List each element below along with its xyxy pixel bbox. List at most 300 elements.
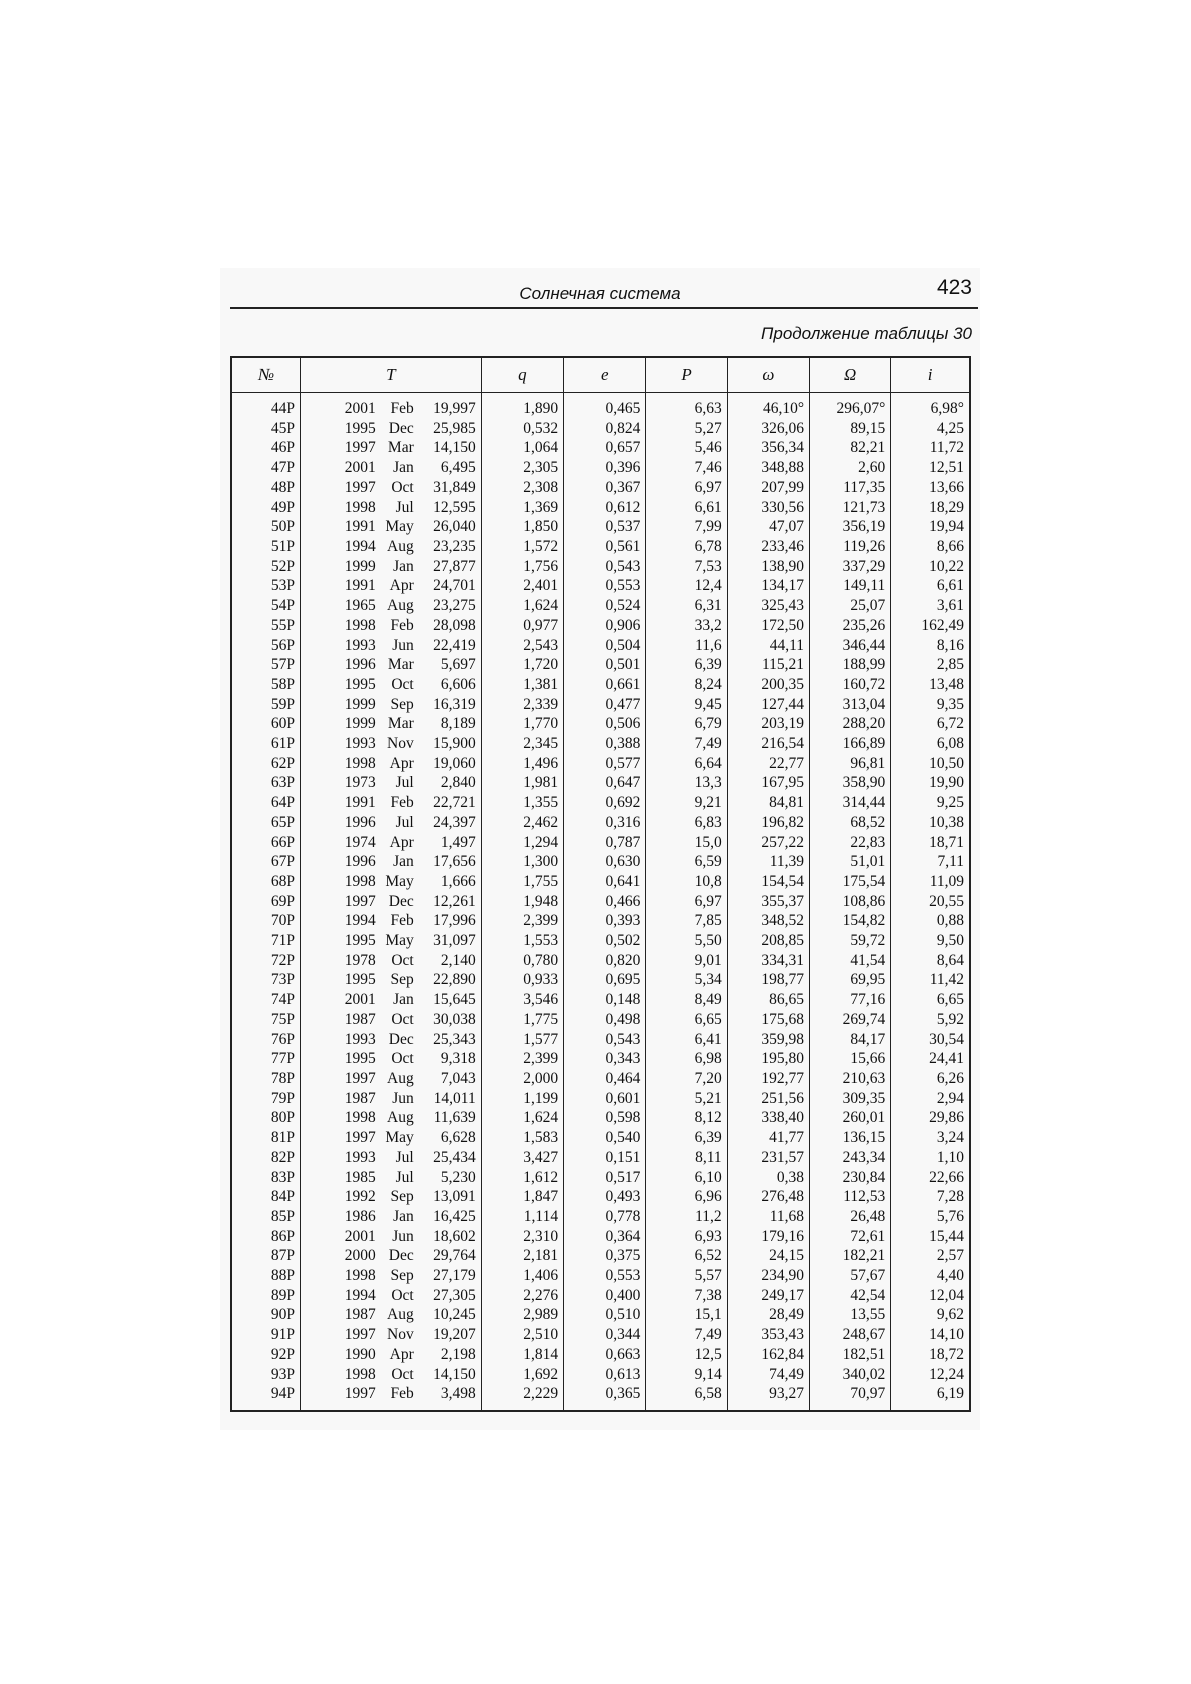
perihelion-day: 31,849 [433,478,476,496]
perihelion-distance: 1,572 [481,537,563,557]
period: 7,38 [646,1286,727,1306]
perihelion-time [301,635,482,655]
comet-number: 72P [231,951,301,971]
ascending-node: 89,15 [810,419,891,439]
perihelion-distance: 1,294 [481,833,563,853]
period: 7,49 [646,1325,727,1345]
ascending-node: 269,74 [810,1010,891,1030]
table-row [231,1364,970,1384]
perihelion-distance: 2,399 [481,911,563,931]
perihelion-time [301,517,482,537]
perihelion-distance: 1,381 [481,675,563,695]
perihelion-year: 1995 [344,932,376,950]
comet-number: 67P [231,852,301,872]
perihelion-month: Oct [391,675,414,693]
comet-number: 87P [231,1246,301,1266]
ascending-node: 230,84 [810,1167,891,1187]
table-row [231,773,970,793]
argument-of-perihelion: 355,37 [727,892,809,912]
comet-number: 79P [231,1089,301,1109]
perihelion-time [301,833,482,853]
perihelion-distance: 1,577 [481,1030,563,1050]
period: 5,50 [646,931,727,951]
inclination: 2,85 [891,655,970,675]
perihelion-month: Feb [390,400,414,418]
perihelion-month: May [385,932,414,950]
perihelion-time [301,1128,482,1148]
perihelion-year: 1998 [344,498,376,516]
inclination: 30,54 [891,1030,970,1050]
period: 8,49 [646,990,727,1010]
perihelion-distance: 2,276 [481,1286,563,1306]
eccentricity: 0,477 [564,695,646,715]
perihelion-year: 1996 [344,813,376,831]
perihelion-day: 19,060 [433,754,476,772]
period: 6,39 [646,655,727,675]
perihelion-distance: 2,462 [481,813,563,833]
eccentricity: 0,388 [564,734,646,754]
table-row [231,793,970,813]
comet-number: 55P [231,616,301,636]
eccentricity: 0,344 [564,1325,646,1345]
comet-number: 47P [231,458,301,478]
period: 5,21 [646,1089,727,1109]
perihelion-distance: 1,406 [481,1266,563,1286]
argument-of-perihelion: 24,15 [727,1246,809,1266]
table-row [231,1227,970,1247]
perihelion-year: 2001 [344,991,376,1009]
perihelion-day: 31,097 [433,932,476,950]
ascending-node: 96,81 [810,754,891,774]
table-row [231,1010,970,1030]
comet-number: 52P [231,557,301,577]
table-body [231,393,970,1412]
eccentricity: 0,601 [564,1089,646,1109]
comet-number: 88P [231,1266,301,1286]
perihelion-year: 1997 [344,1069,376,1087]
perihelion-month: Jan [393,991,414,1009]
argument-of-perihelion: 216,54 [727,734,809,754]
eccentricity: 0,787 [564,833,646,853]
perihelion-time [301,714,482,734]
header-row [231,357,970,393]
perihelion-year: 1997 [344,1385,376,1403]
inclination: 3,61 [891,596,970,616]
ascending-node: 340,02 [810,1364,891,1384]
period: 5,34 [646,970,727,990]
inclination: 10,50 [891,754,970,774]
perihelion-month: Mar [387,656,414,674]
inclination: 15,44 [891,1227,970,1247]
ascending-node: 313,04 [810,695,891,715]
table-caption: Продолжение таблицы 30 [761,324,972,343]
ascending-node: 121,73 [810,498,891,518]
perihelion-month: Jul [395,1148,414,1166]
eccentricity: 0,148 [564,990,646,1010]
eccentricity: 0,517 [564,1167,646,1187]
inclination: 9,35 [891,695,970,715]
eccentricity: 0,553 [564,1266,646,1286]
inclination: 3,24 [891,1128,970,1148]
table-row [231,852,970,872]
perihelion-time [301,852,482,872]
ascending-node: 182,51 [810,1345,891,1365]
eccentricity: 0,510 [564,1305,646,1325]
perihelion-distance: 2,000 [481,1069,563,1089]
eccentricity: 0,316 [564,813,646,833]
perihelion-year: 1997 [344,892,376,910]
perihelion-time [301,1227,482,1247]
perihelion-distance: 1,583 [481,1128,563,1148]
perihelion-time [301,458,482,478]
perihelion-distance: 2,510 [481,1325,563,1345]
perihelion-month: Jun [392,1227,414,1245]
eccentricity: 0,498 [564,1010,646,1030]
ascending-node: 84,17 [810,1030,891,1050]
comet-number: 64P [231,793,301,813]
inclination: 11,42 [891,970,970,990]
perihelion-distance: 1,756 [481,557,563,577]
period: 7,99 [646,517,727,537]
header-rule [230,307,978,309]
perihelion-month: Jul [395,498,414,516]
table-row [231,419,970,439]
comet-number: 61P [231,734,301,754]
inclination: 22,66 [891,1167,970,1187]
comet-number: 45P [231,419,301,439]
table-row [231,990,970,1010]
perihelion-time [301,438,482,458]
perihelion-distance: 3,427 [481,1148,563,1168]
table-row [231,714,970,734]
perihelion-day: 22,419 [433,636,476,654]
perihelion-distance: 1,369 [481,498,563,518]
inclination: 8,16 [891,635,970,655]
table-row [231,1148,970,1168]
perihelion-time [301,1049,482,1069]
table-row [231,931,970,951]
table-row [231,833,970,853]
eccentricity: 0,577 [564,754,646,774]
perihelion-day: 3,498 [440,1385,476,1403]
perihelion-day: 2,140 [440,951,476,969]
table-row [231,393,970,419]
perihelion-day: 24,397 [433,813,476,831]
comet-orbit-table [230,356,971,1412]
perihelion-month: Oct [391,1286,414,1304]
perihelion-distance: 1,199 [481,1089,563,1109]
table-row [231,576,970,596]
eccentricity: 0,692 [564,793,646,813]
perihelion-year: 1997 [344,1129,376,1147]
perihelion-year: 1999 [344,715,376,733]
inclination: 13,66 [891,478,970,498]
period: 8,11 [646,1148,727,1168]
perihelion-time [301,970,482,990]
perihelion-month: Dec [388,1030,414,1048]
perihelion-time [301,951,482,971]
period: 6,61 [646,498,727,518]
inclination: 10,22 [891,557,970,577]
argument-of-perihelion: 325,43 [727,596,809,616]
period: 11,6 [646,635,727,655]
period: 9,21 [646,793,727,813]
table-row [231,1286,970,1306]
table-row [231,498,970,518]
period: 5,27 [646,419,727,439]
perihelion-day: 8,189 [440,715,476,733]
period: 6,39 [646,1128,727,1148]
inclination: 20,55 [891,892,970,912]
ascending-node: 356,19 [810,517,891,537]
perihelion-year: 1992 [344,1188,376,1206]
ascending-node: 57,67 [810,1266,891,1286]
period: 6,10 [646,1167,727,1187]
comet-number: 85P [231,1207,301,1227]
ascending-node: 2,60 [810,458,891,478]
column-header-inclination: i [891,357,970,393]
perihelion-day: 12,261 [433,892,476,910]
table-row [231,1069,970,1089]
running-title: Солнечная система [519,284,681,303]
perihelion-day: 25,985 [433,419,476,437]
perihelion-distance: 1,850 [481,517,563,537]
perihelion-year: 1985 [344,1168,376,1186]
inclination: 1,10 [891,1148,970,1168]
ascending-node: 160,72 [810,675,891,695]
comet-number: 60P [231,714,301,734]
table-row [231,537,970,557]
period: 6,52 [646,1246,727,1266]
table-row [231,1128,970,1148]
perihelion-time [301,557,482,577]
inclination: 6,26 [891,1069,970,1089]
comet-number: 69P [231,892,301,912]
perihelion-day: 2,198 [440,1345,476,1363]
perihelion-distance: 1,355 [481,793,563,813]
perihelion-day: 1,666 [440,872,476,890]
inclination: 13,48 [891,675,970,695]
inclination: 12,04 [891,1286,970,1306]
argument-of-perihelion: 93,27 [727,1384,809,1411]
perihelion-month: Aug [387,1109,414,1127]
period: 6,65 [646,1010,727,1030]
perihelion-month: Mar [387,715,414,733]
comet-number: 59P [231,695,301,715]
perihelion-distance: 1,692 [481,1364,563,1384]
period: 7,46 [646,458,727,478]
perihelion-distance: 1,948 [481,892,563,912]
period: 9,01 [646,951,727,971]
comet-number: 90P [231,1305,301,1325]
perihelion-time [301,695,482,715]
comet-number: 58P [231,675,301,695]
argument-of-perihelion: 154,54 [727,872,809,892]
perihelion-distance: 2,543 [481,635,563,655]
argument-of-perihelion: 198,77 [727,970,809,990]
perihelion-day: 27,179 [433,1267,476,1285]
perihelion-time [301,655,482,675]
book-page [220,268,980,1430]
perihelion-time [301,1030,482,1050]
comet-number: 75P [231,1010,301,1030]
eccentricity: 0,561 [564,537,646,557]
eccentricity: 0,906 [564,616,646,636]
argument-of-perihelion: 326,06 [727,419,809,439]
argument-of-perihelion: 11,39 [727,852,809,872]
period: 6,79 [646,714,727,734]
inclination: 2,57 [891,1246,970,1266]
argument-of-perihelion: 175,68 [727,1010,809,1030]
inclination: 14,10 [891,1325,970,1345]
perihelion-month: Dec [388,419,414,437]
table-row [231,1108,970,1128]
table-row [231,596,970,616]
column-header-perihelion-distance: q [481,357,563,393]
perihelion-month: Feb [390,1385,414,1403]
period: 6,96 [646,1187,727,1207]
perihelion-time [301,1148,482,1168]
inclination: 8,64 [891,951,970,971]
eccentricity: 0,396 [564,458,646,478]
eccentricity: 0,695 [564,970,646,990]
table-row [231,872,970,892]
eccentricity: 0,661 [564,675,646,695]
perihelion-day: 23,275 [433,597,476,615]
eccentricity: 0,612 [564,498,646,518]
perihelion-year: 1973 [344,774,376,792]
argument-of-perihelion: 356,34 [727,438,809,458]
eccentricity: 0,540 [564,1128,646,1148]
perihelion-year: 1978 [344,951,376,969]
perihelion-time [301,1246,482,1266]
argument-of-perihelion: 233,46 [727,537,809,557]
perihelion-year: 1987 [344,1089,376,1107]
inclination: 7,28 [891,1187,970,1207]
comet-number: 93P [231,1364,301,1384]
perihelion-month: Jun [392,636,414,654]
perihelion-year: 1990 [344,1345,376,1363]
perihelion-time [301,1364,482,1384]
perihelion-month: Oct [391,1050,414,1068]
perihelion-time [301,1207,482,1227]
period: 15,0 [646,833,727,853]
argument-of-perihelion: 276,48 [727,1187,809,1207]
perihelion-time [301,773,482,793]
perihelion-day: 13,091 [433,1188,476,1206]
perihelion-year: 1995 [344,971,376,989]
perihelion-day: 27,877 [433,557,476,575]
comet-number: 63P [231,773,301,793]
table-row [231,557,970,577]
perihelion-year: 1991 [344,794,376,812]
table-row [231,478,970,498]
argument-of-perihelion: 257,22 [727,833,809,853]
comet-number: 84P [231,1187,301,1207]
argument-of-perihelion: 195,80 [727,1049,809,1069]
perihelion-month: May [385,518,414,536]
perihelion-time [301,1345,482,1365]
perihelion-day: 30,038 [433,1010,476,1028]
perihelion-time [301,616,482,636]
comet-number: 53P [231,576,301,596]
comet-number: 92P [231,1345,301,1365]
perihelion-distance: 1,755 [481,872,563,892]
inclination: 12,24 [891,1364,970,1384]
column-header-ascending-node: Ω [810,357,891,393]
perihelion-time [301,931,482,951]
period: 6,97 [646,892,727,912]
perihelion-distance: 0,977 [481,616,563,636]
ascending-node: 69,95 [810,970,891,990]
perihelion-distance: 1,624 [481,596,563,616]
comet-number: 74P [231,990,301,1010]
comet-number: 66P [231,833,301,853]
period: 9,14 [646,1364,727,1384]
perihelion-month: May [385,1129,414,1147]
ascending-node: 117,35 [810,478,891,498]
perihelion-day: 1,497 [440,833,476,851]
argument-of-perihelion: 138,90 [727,557,809,577]
table-row [231,813,970,833]
period: 5,46 [646,438,727,458]
comet-number: 77P [231,1049,301,1069]
eccentricity: 0,151 [564,1148,646,1168]
comet-number: 73P [231,970,301,990]
eccentricity: 0,400 [564,1286,646,1306]
perihelion-month: Mar [387,439,414,457]
perihelion-day: 11,639 [433,1109,476,1127]
perihelion-day: 12,595 [433,498,476,516]
period: 13,3 [646,773,727,793]
perihelion-time [301,1069,482,1089]
perihelion-month: Jan [393,459,414,477]
ascending-node: 309,35 [810,1089,891,1109]
perihelion-distance: 2,401 [481,576,563,596]
perihelion-distance: 2,181 [481,1246,563,1266]
table-row [231,911,970,931]
eccentricity: 0,543 [564,557,646,577]
perihelion-month: Oct [391,951,414,969]
perihelion-year: 2001 [344,459,376,477]
comet-number: 44P [231,393,301,419]
perihelion-distance: 0,933 [481,970,563,990]
perihelion-day: 15,900 [433,735,476,753]
argument-of-perihelion: 86,65 [727,990,809,1010]
perihelion-day: 22,721 [433,794,476,812]
eccentricity: 0,641 [564,872,646,892]
perihelion-distance: 2,305 [481,458,563,478]
perihelion-year: 1998 [344,616,376,634]
argument-of-perihelion: 46,10° [727,393,809,419]
perihelion-month: May [385,872,414,890]
period: 6,83 [646,813,727,833]
perihelion-month: Aug [387,597,414,615]
inclination: 6,61 [891,576,970,596]
perihelion-year: 1987 [344,1010,376,1028]
perihelion-year: 2001 [344,1227,376,1245]
perihelion-time [301,478,482,498]
perihelion-year: 1997 [344,1326,376,1344]
comet-number: 78P [231,1069,301,1089]
perihelion-year: 1996 [344,656,376,674]
perihelion-day: 14,150 [433,1365,476,1383]
column-header-argument-of-perihelion: ω [727,357,809,393]
period: 6,98 [646,1049,727,1069]
argument-of-perihelion: 234,90 [727,1266,809,1286]
table-row [231,1246,970,1266]
perihelion-time [301,393,482,419]
